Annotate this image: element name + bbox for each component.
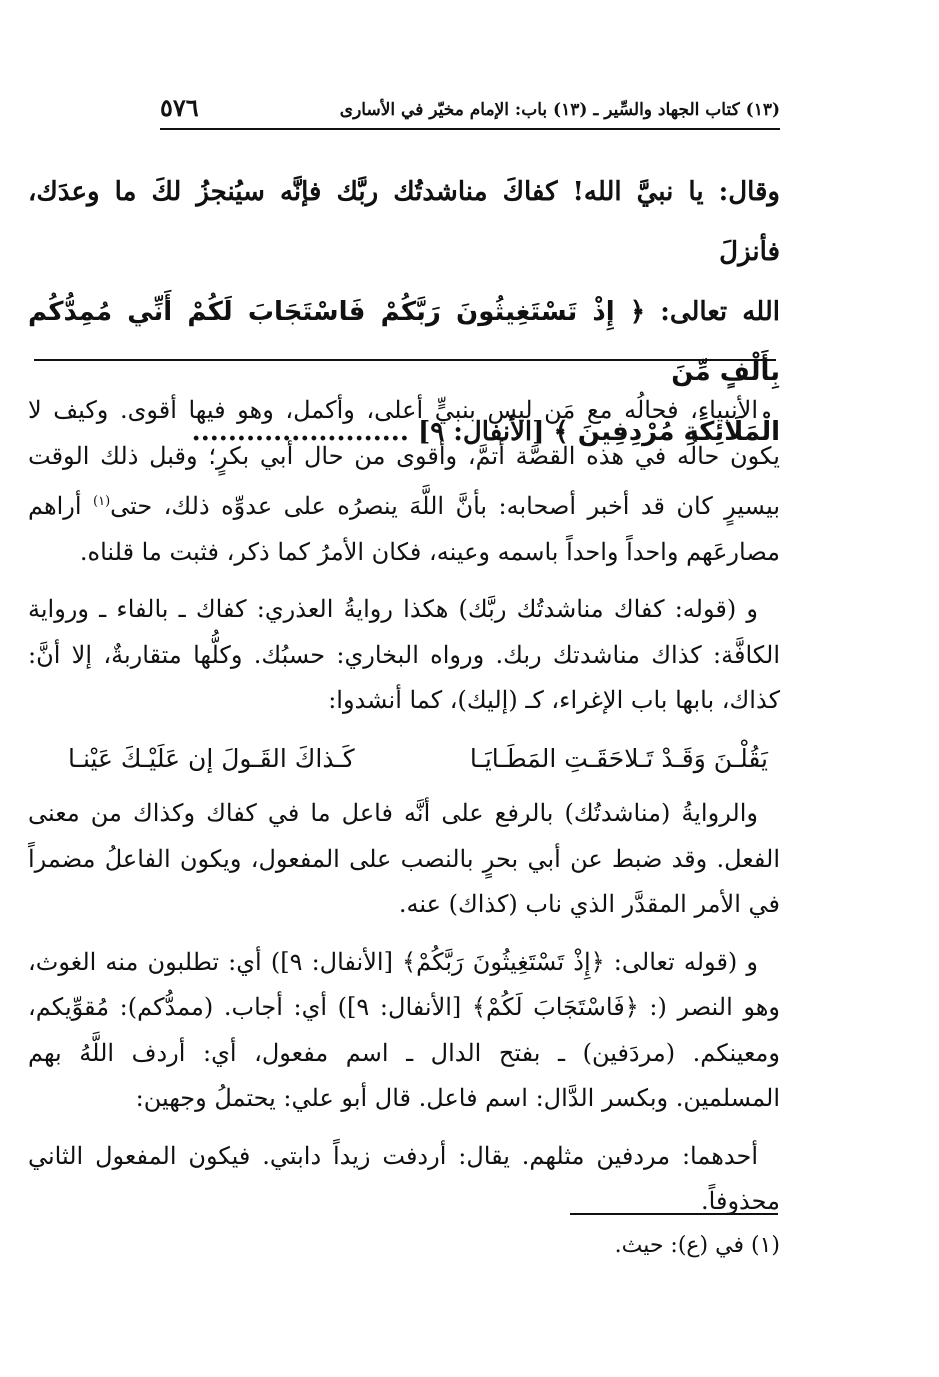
commentary-paragraph: و (قوله تعالى: ﴿إِذْ تَسْتَغِيثُونَ رَبَّكُمْ﴾ [الأنفال: ٩]) أي: تطلبون منه الغوث، وهو النصر (: ﴿فَاسْتَجَابَ لَكُمْ﴾ [الأنفال: ٩]) أي: أجاب. (ممدُّكم): مُقوِّيكم، ومعينكم. (مردَفين) ـ بفتح الدال ـ اسم مفعول، أي: أردف اللَّهُ بهم المسلمين. وبكسر الدَّال: اسم فاعل. قال أبو علي: يحتملُ وجهين: xyxy=(28,947,781,1112)
verse-first-hemistich: يَقُلْـنَ وَقَـدْ تَـلاحَقَـتِ المَطَـايَـا xyxy=(469,743,768,773)
commentary-paragraph: أحدهما: مردفين مثلهم. يقال: أردفت زيداً دابتي. فيكون المفعول الثاني محذوفاً. xyxy=(28,1141,780,1215)
quran-verse: إِذْ تَسْتَغِيثُونَ رَبَّكُمْ فَاسْتَجَابَ لَكُمْ أَنِّي مُمِدُّكُم بِأَلْفٍ مِّنَ xyxy=(28,297,780,387)
hadith-text-fragment: الله تعالى: ﴿ xyxy=(629,297,780,327)
commentary-paragraph xyxy=(28,388,780,575)
commentary-paragraph: و (قوله: كفاك مناشدتُك ربَّك) هكذا روايةُ العذري: كفاك ـ بالفاء ـ ورواية الكافَّة: كذاك مناشدتك ربك. ورواه البخاري: حسبُك. وكلُّها متقاربةٌ، إلا أنَّ: كذاك، بابها باب الإغراء، كـ (إليك)، كما أنشدوا: xyxy=(28,595,780,714)
commentary-paragraph: والروايةُ (مناشدتُك) بالرفع على أنَّه فاعل ما في كفاك وكذاك من معنى الفعل. وقد ضبط عن أبي بحرٍ بالنصب على المفعول، ويكون الفاعلُ مضمراً في الأمر المقدَّر الذي ناب (كذاك) عنه. xyxy=(28,799,780,918)
hadith-line: وقال: يا نبيَّ الله! كفاكَ مناشدتُك ربَّك فإنَّه سيُنجزُ لكَ ما وعدَك، فأنزلَ xyxy=(28,177,780,267)
footnote-marker: (١) xyxy=(93,494,111,509)
hadith-line xyxy=(28,282,780,402)
paragraph-text: أراهم مصارعَهم واحداً واحداً باسمه وعينه، فكان الأمرُ كما ذكر، فثبت ما قلناه. xyxy=(28,492,780,566)
quran-verse: الْمَلَائِكَةِ مُرْدِفِينَ xyxy=(577,417,780,447)
poetry-verse xyxy=(28,736,780,782)
footnote-divider xyxy=(570,1213,778,1215)
footnote: (١) في (ع): حيث. xyxy=(614,1233,780,1258)
paragraph-text: الأنبياء، فحالُه مع مَن ليس بنبيٍّ أعلى، وأكمل، وهو فيها أقوى. وكيف لا يكون حالُه في هذه القصَّة أتمَّ، وأقوى من حال أبي بكرٍ؛ وقبل ذلك الوقت بيسيرٍ كان قد أخبر أصحابه: بأنَّ اللَّهَ ينصرُه على عدوِّه ذلك، حتى xyxy=(28,396,780,520)
verse-second-hemistich: كَـذاكَ القَـولَ إن عَلَيْـكَ عَيْنـا xyxy=(68,743,355,773)
page-number: ٥٧٦ xyxy=(160,93,199,122)
verse-reference: ﴾ [الأنفال: ٩] ........................ xyxy=(191,417,569,447)
commentary-text xyxy=(28,388,780,1237)
running-title: (١٣) كتاب الجهاد والسِّير ـ (١٣) باب: الإمام مخيّر في الأسارى xyxy=(339,100,780,120)
page-header xyxy=(160,88,780,130)
section-divider xyxy=(34,359,776,361)
